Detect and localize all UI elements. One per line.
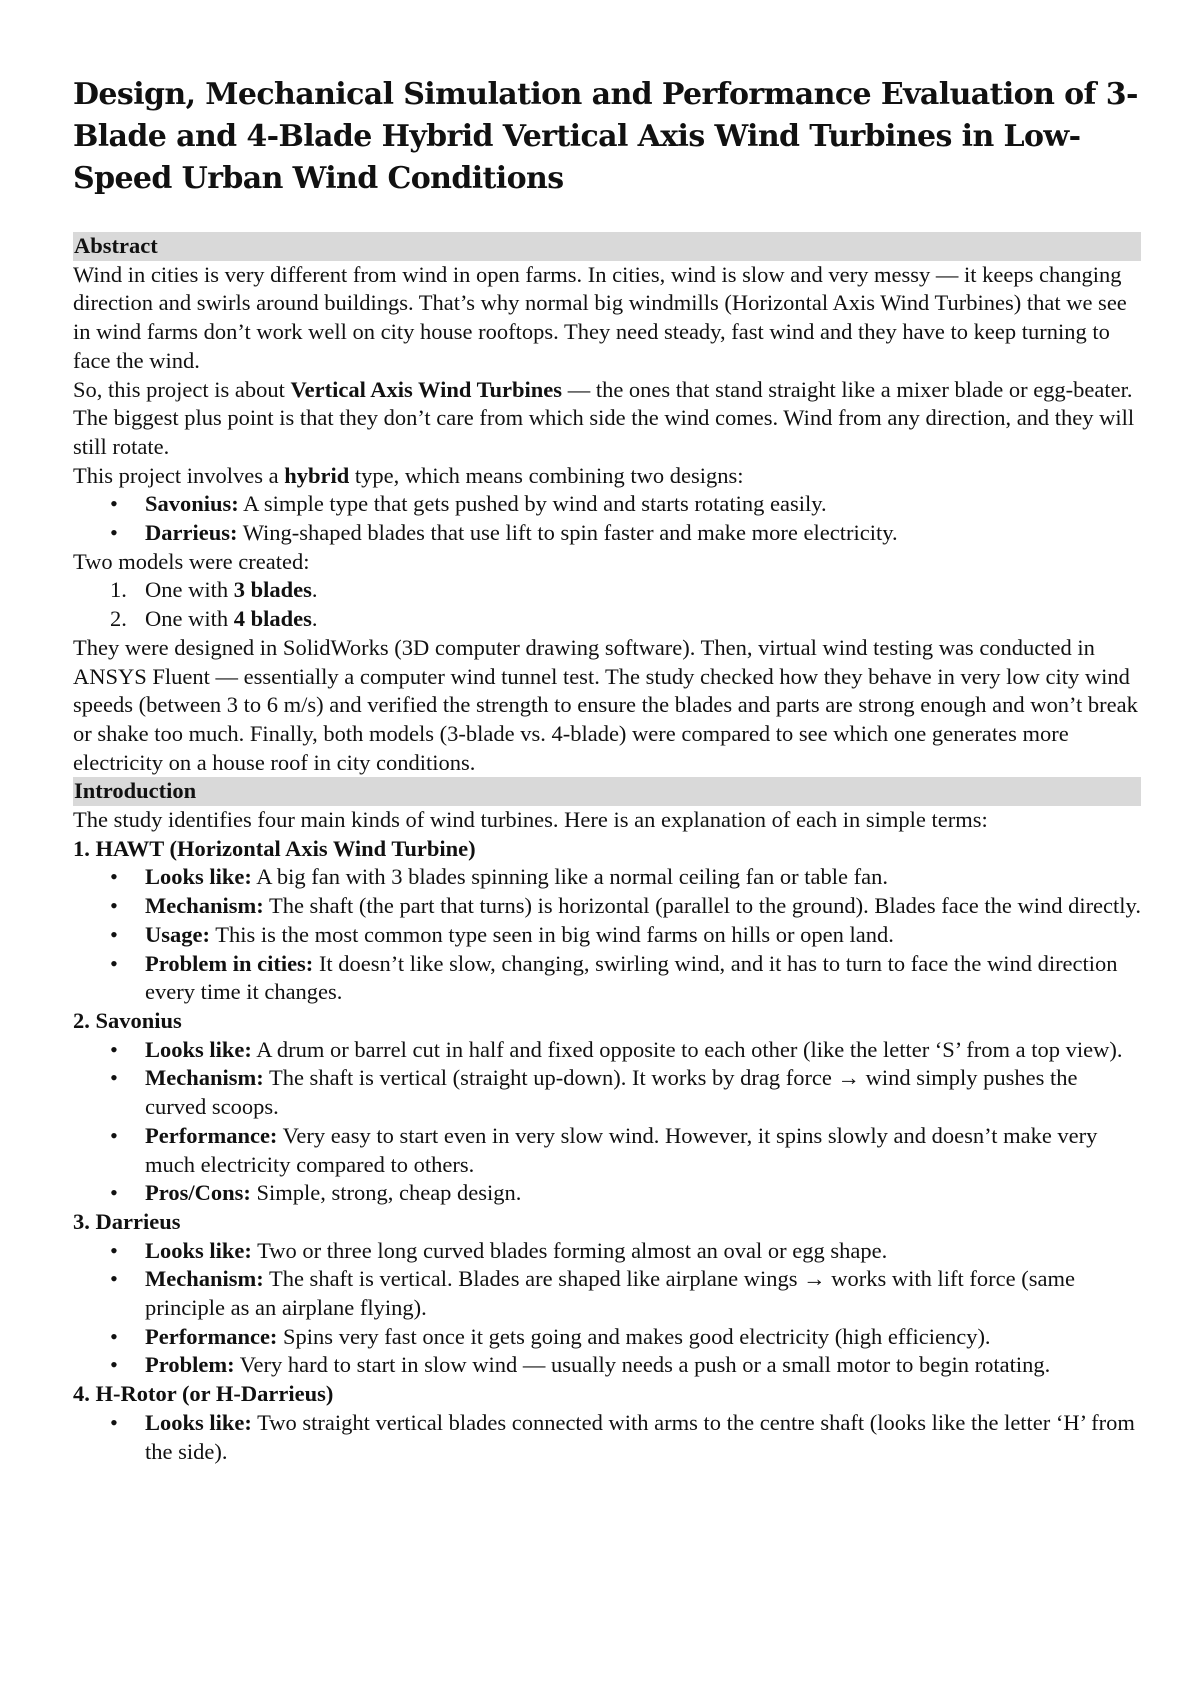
document-body — [73, 232, 1141, 1466]
list-item — [73, 1323, 1141, 1352]
text-run: . — [311, 606, 318, 632]
list-item — [73, 576, 1141, 605]
text-run: One with — [145, 577, 234, 603]
list-item — [73, 1064, 1141, 1121]
item-label: Performance: — [145, 1323, 278, 1349]
item-label: Mechanism: — [145, 1266, 264, 1292]
item-label: Pros/Cons: — [145, 1180, 251, 1206]
introduction-paragraph: The study identifies four main kinds of wind turbines. Here is an explanation of each in simple terms: — [73, 807, 988, 833]
section-heading-savonius: 2. Savonius — [73, 1007, 182, 1033]
item-label: Performance: — [145, 1122, 278, 1148]
list-item — [73, 1409, 1141, 1466]
hawt-list — [73, 863, 1141, 1007]
list-item — [73, 1351, 1141, 1380]
document-page — [73, 74, 1141, 1466]
bold-term: 3 blades — [233, 577, 312, 603]
text-run: type, which means combining two designs: — [349, 462, 744, 488]
section-heading-h-rotor: 4. H-Rotor (or H-Darrieus) — [73, 1381, 334, 1407]
item-label: Looks like: — [145, 1409, 252, 1435]
abstract-paragraph-4: They were designed in SolidWorks (3D computer drawing software). Then, virtual wind testing was conducted in ANSYS Fluent — essentially a computer wind tunnel test. The study checked how they behave in very low city wind speeds (between 3 to 6 m/s) and verified the strength to ensure the blades and parts are strong enough and won’t break or shake too much. Finally, both models (3-blade vs. 4-blade) were compared to see which one generates more electricity on a house roof in city conditions. — [73, 634, 1138, 775]
list-number: 1. — [110, 577, 127, 603]
bold-term: 4 blades — [233, 606, 312, 632]
item-text: Very easy to start even in very slow wind. However, it spins slowly and doesn’t make very much electricity compared to others. — [145, 1122, 1098, 1177]
item-text: Spins very fast once it gets going and makes good electricity (high efficiency). — [277, 1323, 991, 1349]
item-text: It doesn’t like slow, changing, swirling wind, and it has to turn to face the wind direction every time it changes. — [145, 950, 1118, 1005]
abstract-paragraph-2 — [73, 376, 1141, 462]
list-item — [73, 1265, 1141, 1322]
list-item — [73, 921, 1141, 950]
item-label: Looks like: — [145, 1237, 252, 1263]
section-heading-darrieus: 3. Darrieus — [73, 1208, 181, 1234]
item-label: Mechanism: — [145, 893, 264, 919]
text-run: — the ones that stand straight like a mixer blade or egg-beater. The biggest plus point is that they don’t care from which side the wind comes. Wind from any direction, and they will still rotate. — [73, 376, 1135, 459]
item-label: Savonius: — [145, 491, 239, 517]
item-text: Two straight vertical blades connected with arms to the centre shaft (looks like the letter ‘H’ from the side). — [145, 1409, 1135, 1464]
item-text: A drum or barrel cut in half and fixed opposite to each other (like the letter ‘S’ from a top view). — [251, 1036, 1123, 1062]
item-text: The shaft is vertical. Blades are shaped like airplane wings → works with lift force (same principle as an airplane flying). — [145, 1266, 1075, 1321]
list-item — [73, 1237, 1141, 1266]
list-item — [73, 1122, 1141, 1179]
item-label: Problem in cities: — [145, 950, 314, 976]
introduction-heading: Introduction — [73, 777, 1141, 806]
abstract-paragraph-3 — [73, 462, 1141, 491]
text-run: This project involves a — [73, 462, 285, 488]
text-run: . — [311, 577, 318, 603]
models-list — [73, 576, 1141, 633]
item-text: The shaft is vertical (straight up-down). It works by drag force → wind simply pushes the curved scoops. — [145, 1065, 1078, 1120]
item-text: Very hard to start in slow wind — usually needs a push or a small motor to begin rotating. — [234, 1352, 1051, 1378]
h-rotor-list — [73, 1409, 1141, 1466]
text-run: One with — [145, 606, 234, 632]
document-title: Design, Mechanical Simulation and Performance Evaluation of 3-Blade and 4-Blade Hybrid Vertical Axis Wind Turbines in Low-Speed Urban Wind Conditions — [73, 77, 1138, 196]
text-run: So, this project is about — [73, 376, 291, 402]
item-text: The shaft (the part that turns) is horizontal (parallel to the ground). Blades face the wind directly. — [263, 893, 1141, 919]
list-item — [73, 519, 1141, 548]
item-label: Usage: — [145, 921, 210, 947]
list-item — [73, 863, 1141, 892]
list-item — [73, 1179, 1141, 1208]
item-text: Two or three long curved blades forming almost an oval or egg shape. — [251, 1237, 888, 1263]
abstract-heading: Abstract — [73, 232, 1141, 261]
savonius-list — [73, 1036, 1141, 1208]
list-item — [73, 490, 1141, 519]
section-heading-hawt: 1. HAWT (Horizontal Axis Wind Turbine) — [73, 835, 476, 861]
list-item — [73, 950, 1141, 1007]
list-item — [73, 892, 1141, 921]
list-item — [73, 1036, 1141, 1065]
item-label: Darrieus: — [145, 520, 238, 546]
item-text: Simple, strong, cheap design. — [250, 1180, 522, 1206]
darrieus-list — [73, 1237, 1141, 1381]
item-text: A big fan with 3 blades spinning like a normal ceiling fan or table fan. — [251, 864, 889, 890]
item-label: Mechanism: — [145, 1065, 264, 1091]
item-label: Problem: — [145, 1352, 235, 1378]
item-text: A simple type that gets pushed by wind and starts rotating easily. — [238, 491, 827, 517]
list-number: 2. — [110, 606, 127, 632]
abstract-paragraph-1: Wind in cities is very different from wind in open farms. In cities, wind is slow and very messy — it keeps changing direction and swirls around buildings. That’s why normal big windmills (Horizontal Axis Wind Turbines) that we see in wind farms don’t work well on city house rooftops. They need steady, fast wind and they have to keep turning to face the wind. — [73, 261, 1127, 373]
item-text: Wing-shaped blades that use lift to spin faster and make more electricity. — [237, 520, 898, 546]
bold-term: Vertical Axis Wind Turbines — [290, 376, 563, 402]
list-item — [73, 605, 1141, 634]
hybrid-types-list — [73, 490, 1141, 547]
item-text: This is the most common type seen in big wind farms on hills or open land. — [209, 921, 894, 947]
item-label: Looks like: — [145, 864, 252, 890]
item-label: Looks like: — [145, 1036, 252, 1062]
models-intro: Two models were created: — [73, 548, 310, 574]
bold-term: hybrid — [284, 462, 350, 488]
